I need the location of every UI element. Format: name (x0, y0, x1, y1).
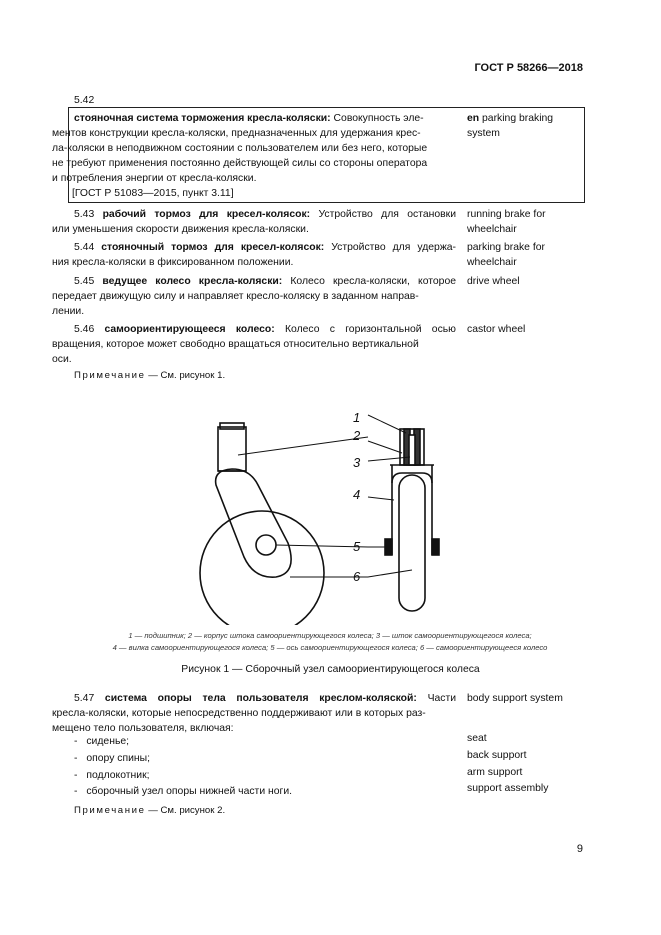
entry-545-line-3: лении. (52, 306, 85, 317)
entry-number-547: 5.47 (74, 693, 95, 704)
entry-542-def-1: Совокупность эле- (333, 113, 424, 124)
list-bullet: - (74, 753, 78, 764)
list-bullet: - (74, 736, 78, 747)
figure-legend-line-2: 4 — вилка самоориентирующегося колеса; 5 — ось самоориентирующегося колеса; 6 — самоориентирующееся колесо (112, 643, 548, 652)
entry-545-line-2: передает движущую силу и направляет кресло-коляску в заданном направ- (52, 291, 419, 302)
entry-546-term: самоориентирующееся колесо: (104, 324, 275, 335)
entry-number-543: 5.43 (74, 209, 95, 220)
figure-caption: Рисунок 1 — Сборочный узел самоориентирующегося колеса (181, 664, 480, 675)
side-wheel (200, 511, 324, 625)
list-item-en: arm support (467, 767, 523, 778)
list-item-en: support assembly (467, 783, 549, 794)
entry-547-line-2: кресла-коляски, которые непосредственно поддерживают или в которых раз- (52, 708, 426, 719)
entry-542-line-4: не требуют применения постоянно действующей силы со стороны оператора (52, 158, 428, 169)
entry-545-term: ведущее колесо кресла-коляски: (102, 276, 283, 287)
callout-2: 2 (353, 428, 361, 443)
entry-542-line-5: и потребления энергии от кресла-коляски. (52, 173, 257, 184)
entry-543-en-2: wheelchair (467, 224, 517, 235)
entry-number-546: 5.46 (74, 324, 95, 335)
entry-546-line-3: оси. (52, 354, 72, 365)
entry-546-line-2: вращения, которое может свободно вращаться относительно вертикальной (52, 339, 419, 350)
list-item (74, 734, 129, 749)
note-2-label: Примечание (74, 805, 146, 816)
list-item-en: seat (467, 733, 487, 744)
list-item (74, 768, 150, 783)
entry-544-en-2: wheelchair (467, 257, 517, 268)
note-2 (74, 803, 225, 818)
entry-number-545: 5.45 (74, 276, 95, 287)
entry-547-en: body support system (467, 693, 563, 704)
entry-542-en-2: system (467, 128, 500, 139)
entry-544-line-2: ния кресла-коляски в фиксированном положении. (52, 257, 294, 268)
entry-546-en: castor wheel (467, 324, 526, 335)
entry-546-def-1: Колесо с горизонтальной осью (284, 324, 456, 335)
entry-543-line-2: или уменьшения скорости движения кресла-коляски. (52, 224, 309, 235)
note-1-text: — См. рисунок 1. (148, 370, 226, 381)
list-item-ru: сборочный узел опоры нижней части ноги. (86, 786, 293, 797)
entry-542-term: стояночная система торможения кресла-коляски: (74, 113, 331, 124)
list-item-en: back support (467, 750, 527, 761)
callout-4: 4 (353, 487, 361, 502)
entry-547-term: система опоры тела пользователя креслом-коляской: (104, 693, 417, 704)
entry-544-def-1: Устройство для удержа- (331, 242, 457, 253)
entry-number-542: 5.42 (74, 95, 95, 106)
entry-543-en-1: running brake for (467, 209, 546, 220)
note-2-text: — См. рисунок 2. (148, 805, 226, 816)
entry-542-line-2: ментов конструкции кресла-коляски, предназначенных для удержания крес- (52, 128, 421, 139)
callout-3: 3 (353, 455, 361, 470)
entry-number-544: 5.44 (74, 242, 95, 253)
entry-542-en-term: parking braking (482, 113, 554, 124)
entry-545-en: drive wheel (467, 276, 520, 287)
entry-544-en-1: parking brake for (467, 242, 545, 253)
entry-542-line-3: ла-коляски в неподвижном состоянии с пользователем или без него, которые (52, 143, 428, 154)
list-item-ru: опору спины; (86, 753, 151, 764)
entry-547-line-1 (74, 691, 456, 706)
list-item-ru: подлокотник; (86, 770, 150, 781)
page-number: 9 (576, 843, 583, 855)
list-item (74, 751, 150, 766)
list-bullet: - (74, 770, 78, 781)
callout-6: 6 (353, 569, 361, 584)
entry-543-line-1 (74, 207, 456, 222)
note-1 (74, 368, 225, 383)
entry-545-def-1: Колесо кресла-коляски, которое (290, 276, 457, 287)
castor-wheel-figure (180, 405, 480, 625)
entry-547-line-3: мещено тело пользователя, включая: (52, 723, 234, 734)
entry-546-line-1 (74, 322, 456, 337)
list-item (74, 784, 292, 799)
note-1-label: Примечание (74, 370, 146, 381)
document-header: ГОСТ Р 58266—2018 (474, 62, 583, 74)
entry-542-source: [ГОСТ Р 51083—2015, пункт 3.11] (72, 188, 234, 199)
entry-545-line-1 (74, 274, 456, 289)
list-bullet: - (74, 786, 78, 797)
entry-547-def-1: Части (427, 693, 457, 704)
side-fork-plate (216, 469, 292, 577)
entry-544-line-1 (74, 240, 456, 255)
side-axle (256, 535, 276, 555)
callout-5: 5 (353, 539, 361, 554)
entry-543-term: рабочий тормоз для кресел-колясок: (102, 209, 311, 220)
callout-1: 1 (353, 410, 361, 425)
entry-544-term: стояночный тормоз для кресел-колясок: (101, 242, 325, 253)
front-wheel (399, 475, 425, 611)
entry-542-en-1 (467, 111, 597, 126)
entry-543-def-1: Устройство для остановки (318, 209, 457, 220)
entry-542-en-prefix: en (467, 113, 480, 124)
list-item-ru: сиденье; (86, 736, 130, 747)
figure-legend-line-1: 1 — подшипник; 2 — корпус штока самоориентирующегося колеса; 3 — шток самоориентирующегося колеса; (128, 631, 532, 640)
side-stem-housing (218, 427, 246, 471)
entry-542-line-1 (52, 111, 456, 126)
